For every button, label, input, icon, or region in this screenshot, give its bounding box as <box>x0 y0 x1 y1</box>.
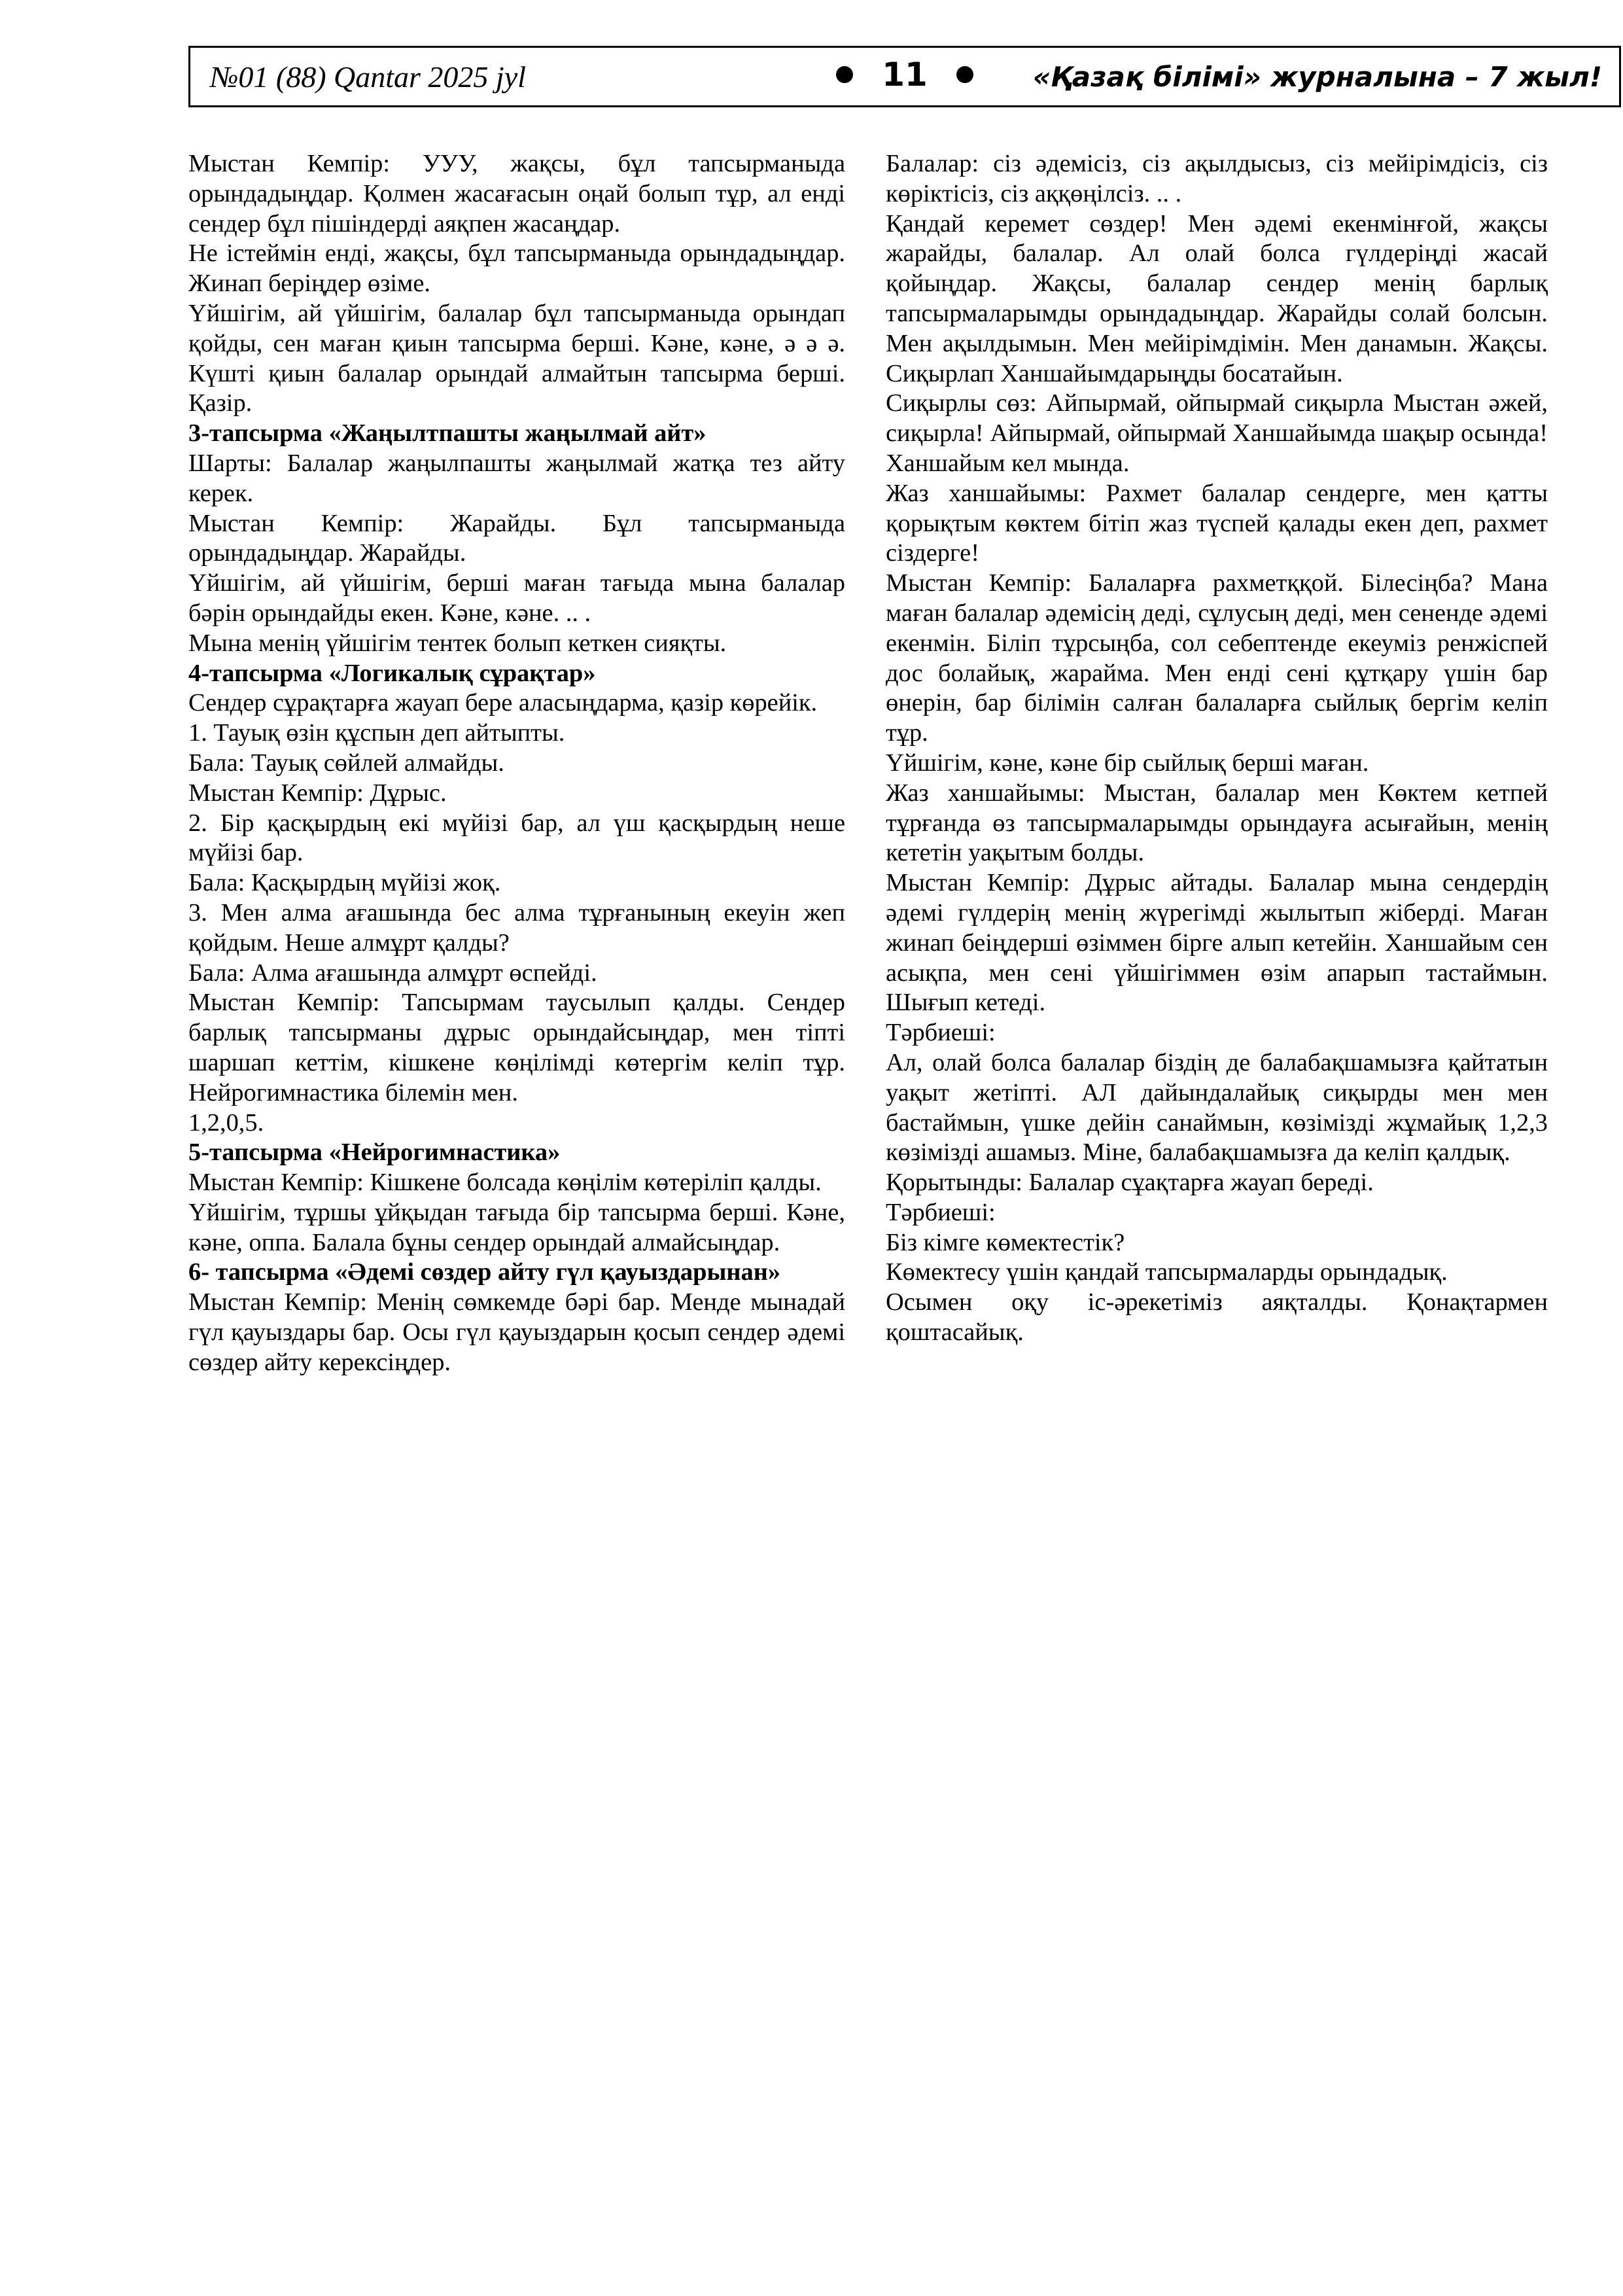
paragraph: Тәрбиеші: <box>886 1198 996 1226</box>
paragraph: 1. Тауық өзін құспын деп айтыпты. <box>188 719 565 747</box>
journal-tagline: «Қазақ білімі» журналына – 7 жыл! <box>1032 61 1602 93</box>
page-number: 11 <box>882 56 928 94</box>
paragraph: Балалар: сіз әдемісіз, сіз ақылдысыз, сіз мейірімдісіз, сіз көріктісіз, сіз аққөңілсіз. .. . <box>886 150 1548 207</box>
paragraph: Мыстан Кемпір: Дұрыс айтады. Балалар мына сендердің әдемі гүлдерің менің жүрегімді жылытып жіберді. Маған жинап беіңдерші өзіммен бірге алып кетейін. Ханшайым сен асықпа, мен сені үйшігіммен өзім апарып тастаймын. Шығып кетеді. <box>886 869 1548 1017</box>
paragraph: Мыстан Кемпір: УУУ, жақсы, бұл тапсырманыда орындадыңдар. Қолмен жасағасын оңай болып тұр, ал енді сендер бұл пішіндерді аяқпен жасаңдар. <box>188 150 845 238</box>
paragraph: Біз кімге көмектестік? <box>886 1228 1125 1256</box>
section-heading: 3-тапсырма «Жаңылтпашты жаңылмай айт» <box>188 419 707 448</box>
paragraph: Мыстан Кемпір: Дұрыс. <box>188 779 447 807</box>
paragraph: Осымен оқу іс-әрекетіміз аяқталды. Қонақтармен қоштасайық. <box>886 1288 1548 1347</box>
paragraph: Сендер сұрақтарға жауап бере аласыңдарма, қазір көрейік. <box>188 689 818 717</box>
paragraph: Мына менің үйшігім тентек болып кеткен сияқты. <box>188 629 727 657</box>
paragraph: Қандай керемет сөздер! Мен әдемі екенмінғой, жақсы жарайды, балалар. Ал олай болса гүлдеріңді жасай қойыңдар. Жақсы, балалар сендер менің барлық тапсырмаларымды орындадыңдар. Жарайды солай болсын. Мен ақылдымын. Мен мейірімдімін. Мен данамын. Жақсы. Сиқырлап Ханшайымдарыңды босатайын. <box>886 209 1548 387</box>
paragraph: Мыстан Кемпір: Жарайды. Бұл тапсырманыда орындадыңдар. Жарайды. <box>188 509 845 567</box>
paragraph: Не істеймін енді, жақсы, бұл тапсырманыда орындадыңдар. Жинап беріңдер өзіме. <box>188 239 845 298</box>
bullet-dot-icon <box>956 66 973 83</box>
paragraph: Бала: Алма ағашында алмұрт өспейді. <box>188 959 597 987</box>
paragraph: Үйшігім, ай үйшігім, балалар бұл тапсырманыда орындап қойды, сен маған қиын тапсырма берші. Кәне, кәне, ә ә ә. Күшті қиын балалар орындай алмайтын тапсырма берші. Қазір. <box>188 299 845 417</box>
paragraph: Үйшігім, ай үйшігім, берші маған тағыда мына балалар бәрін орындайды екен. Кәне, кәне. .. . <box>188 569 845 627</box>
paragraph: 2. Бір қасқырдың екі мүйізі бар, ал үш қасқырдың неше мүйізі бар. <box>188 809 845 867</box>
paragraph: Үйшігім, кәне, кәне бір сыйлық берші маған. <box>886 749 1369 777</box>
paragraph: Көмектесу үшін қандай тапсырмаларды орындадық. <box>886 1258 1448 1286</box>
section-heading: 6- тапсырма «Әдемі сөздер айту гүл қауыздарынан» <box>188 1258 781 1286</box>
page-header <box>188 46 1621 107</box>
section-heading: 4-тапсырма «Логикалық сұрақтар» <box>188 659 596 687</box>
issue-label: №01 (88) Qantar 2025 jyl <box>210 60 526 94</box>
paragraph: Жаз ханшайымы: Мыстан, балалар мен Көктем кетпей тұрғанда өз тапсырмаларымды орындауға асығайын, менің кететін уақытым болды. <box>886 779 1548 867</box>
paragraph: Мыстан Кемпір: Балаларға рахметққой. Білесіңба? Мана маған балалар әдемісің деді, сұлусың деді, мен сененде әдемі екенмін. Біліп тұрсыңба, сол себептенде екеуміз ренжіспей дос болайық, жарайма. Мен енді сені құтқару үшін бар өнерін, бар білімін салған балаларға сыйлық бергім келіп тұр. <box>886 569 1548 747</box>
left-column <box>188 149 845 1378</box>
paragraph: 1,2,0,5. <box>188 1108 264 1137</box>
paragraph: Тәрбиеші: <box>886 1019 996 1047</box>
paragraph: Бала: Тауық сөйлей алмайды. <box>188 749 504 777</box>
paragraph: 3. Мен алма ағашында бес алма тұрғанының екеуін жеп қойдым. Неше алмұрт қалды? <box>188 898 845 957</box>
bullet-dot-icon <box>836 66 853 83</box>
section-heading: 5-тапсырма «Нейрогимнастика» <box>188 1139 561 1167</box>
paragraph: Шарты: Балалар жаңылпашты жаңылмай жатқа тез айту керек. <box>188 449 845 507</box>
right-column <box>886 149 1548 1348</box>
paragraph: Үйшігім, тұршы ұйқыдан тағыда бір тапсырма берші. Кәне, кәне, оппа. Балала бұны сендер орындай алмайсыңдар. <box>188 1198 845 1256</box>
paragraph: Жаз ханшайымы: Рахмет балалар сендерге, мен қатты қорықтым көктем бітіп жаз түспей қалады екен деп, рахмет сіздерге! <box>886 479 1548 567</box>
paragraph: Сиқырлы сөз: Айпырмай, ойпырмай сиқырла Мыстан әжей, сиқырла! Айпырмай, ойпырмай Ханшайымда шақыр осында! Ханшайым кел мында. <box>886 389 1548 477</box>
paragraph: Бала: Қасқырдың мүйізі жоқ. <box>188 869 501 897</box>
paragraph: Қорытынды: Балалар сұақтарға жауап береді. <box>886 1169 1374 1197</box>
paragraph: Ал, олай болса балалар біздің де балабақшамызға қайтатын уақыт жетіпті. АЛ дайындалайық сиқырды мен мен бастаймын, үшке дейін санаймын, көзімізді жұмайық 1,2,3 көзімізді ашамыз. Міне, балабақшамызға да келіп қалдық. <box>886 1048 1548 1167</box>
paragraph: Мыстан Кемпір: Тапсырмам таусылып қалды. Сендер барлық тапсырманы дұрыс орындайсыңдар, мен тіпті шаршап кеттім, кішкене көңілімді көтергім келіп тұр. Нейрогимнастика білемін мен. <box>188 989 845 1106</box>
paragraph: Мыстан Кемпір: Менің сөмкемде бәрі бар. Менде мынадай гүл қауыздары бар. Осы гүл қауыздарын қосып сендер әдемі сөздер айту керексіңдер. <box>188 1288 845 1376</box>
paragraph: Мыстан Кемпір: Кішкене болсада көңілім көтеріліп қалды. <box>188 1169 822 1197</box>
